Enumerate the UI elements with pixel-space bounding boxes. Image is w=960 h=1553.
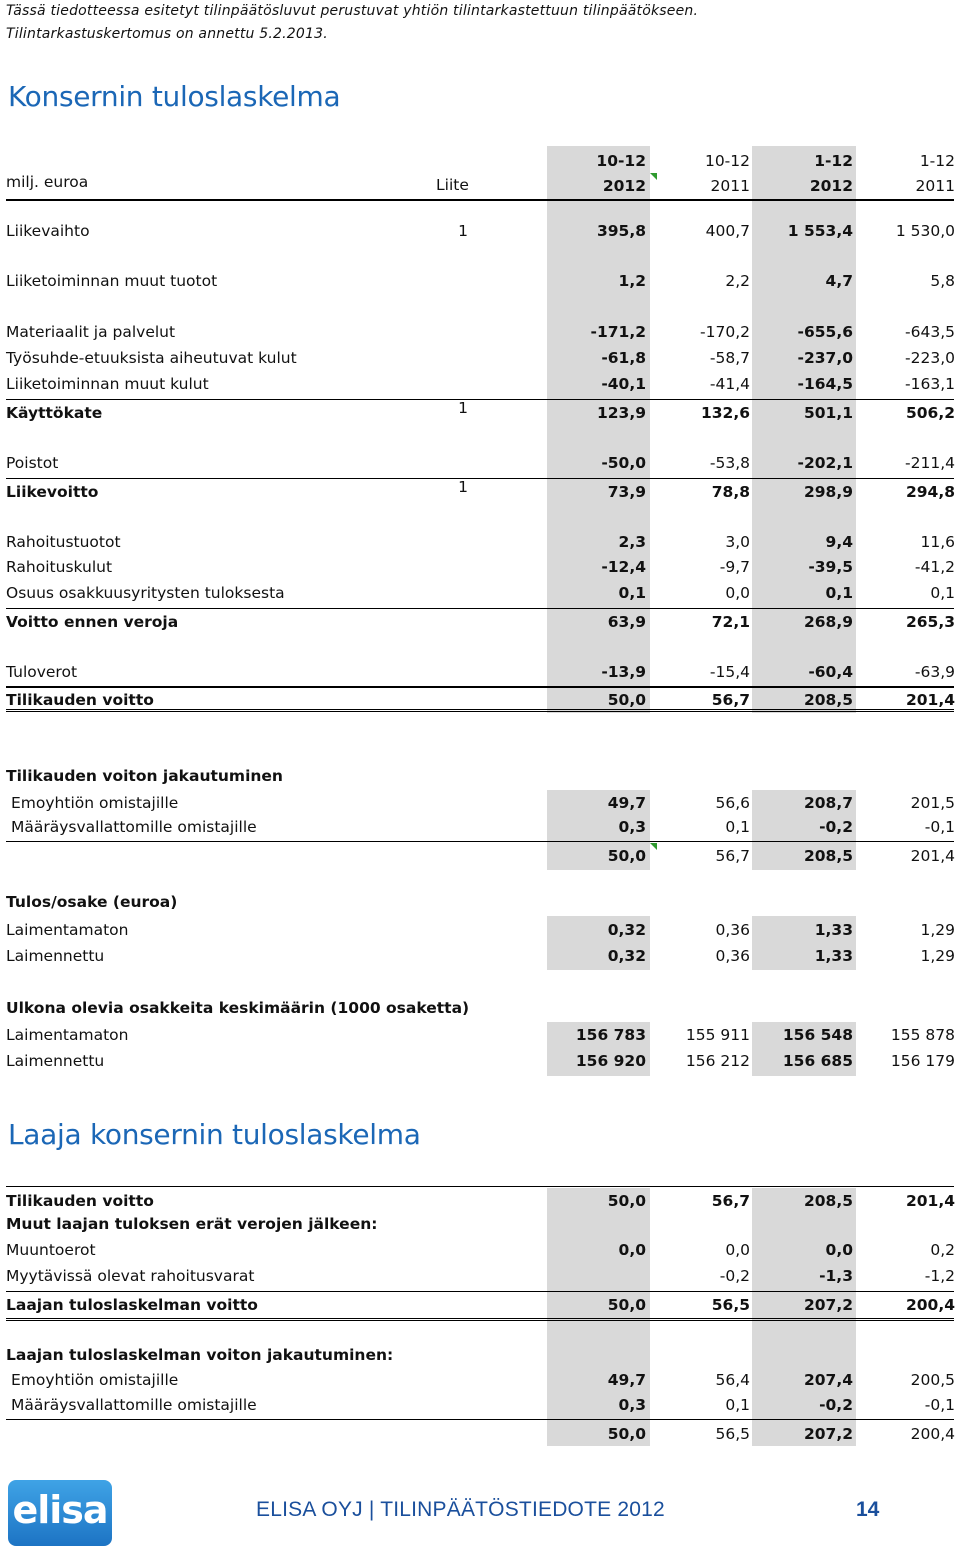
row-label: Laimentamaton (6, 1026, 129, 1044)
cell-col-3: -60,4 (808, 663, 853, 681)
row-label: Muuntoerot (6, 1241, 96, 1259)
page-number: 14 (856, 1498, 880, 1521)
table-row (0, 1024, 960, 1046)
cell-col-1: 0,0 (618, 1241, 646, 1259)
table-row (0, 792, 960, 814)
row-label: Määräysvallattomille omistajille (11, 818, 257, 836)
table-row (0, 1394, 960, 1416)
cell-col-2: -58,7 (709, 349, 750, 367)
cell-col-2: 56,7 (711, 1192, 750, 1210)
logo-text: elisa (12, 1488, 108, 1532)
cell-col-1: -50,0 (601, 454, 646, 472)
row-label: Voitto ennen veroja (6, 613, 179, 631)
cell-col-2: 3,0 (725, 533, 750, 551)
cell-col-3: 208,5 (803, 847, 853, 865)
row-liite: 1 (458, 478, 468, 496)
cell-col-2: 2,2 (725, 272, 750, 290)
row-label: Laajan tuloslaskelman voitto (6, 1296, 258, 1314)
cell-col-4: 156 179 (890, 1052, 955, 1070)
row-label: Määräysvallattomille omistajille (11, 1396, 257, 1414)
table-rule (6, 686, 954, 688)
cell-col-2: 56,7 (715, 847, 750, 865)
cell-col-2: -41,4 (709, 375, 750, 393)
cell-col-3: 208,5 (803, 1192, 853, 1210)
cell-col-4: 155 878 (890, 1026, 955, 1044)
header-period-1: 10-12 (596, 152, 646, 170)
table-row (0, 531, 960, 553)
cell-col-2: 0,1 (725, 1396, 750, 1414)
cell-col-3: -0,2 (819, 818, 853, 836)
row-label: Tilikauden voitto (6, 691, 154, 709)
eps-heading-row (0, 891, 960, 913)
cell-col-3: -164,5 (797, 375, 853, 393)
liite-header: Liite (436, 176, 469, 194)
allocation-heading: Tilikauden voiton jakautuminen (6, 767, 283, 785)
cell-col-4: 265,3 (905, 613, 955, 631)
table-row (0, 220, 960, 242)
comment-marker (650, 843, 657, 850)
cell-col-3: 298,9 (803, 483, 853, 501)
cell-col-2: 56,5 (711, 1296, 750, 1314)
compr-alloc-heading-row (0, 1344, 960, 1366)
row-liite: 1 (458, 399, 468, 417)
cell-col-4: 201,5 (910, 794, 955, 812)
table-rule (6, 709, 954, 712)
cell-col-1: 50,0 (607, 1425, 646, 1443)
cell-col-2: -0,2 (719, 1267, 750, 1285)
cell-col-4: 11,6 (920, 533, 955, 551)
cell-col-4: 0,1 (930, 584, 955, 602)
table-rule (6, 841, 954, 842)
row-label: Liikevoitto (6, 483, 99, 501)
cell-col-4: 1,29 (920, 921, 955, 939)
row-label: Liikevaihto (6, 222, 90, 240)
row-label: Liiketoiminnan muut kulut (6, 375, 209, 393)
cell-col-2: -170,2 (700, 323, 750, 341)
cell-col-3: 9,4 (825, 533, 853, 551)
row-liite: 1 (458, 222, 468, 240)
row-label: Liiketoiminnan muut tuotot (6, 272, 218, 290)
table-row (0, 399, 960, 424)
table-row (0, 270, 960, 292)
cell-col-2: 0,0 (725, 584, 750, 602)
row-label: Rahoitustuotot (6, 533, 121, 551)
row-label: Poistot (6, 454, 59, 472)
row-label: Rahoituskulut (6, 558, 113, 576)
table-rule (6, 1186, 954, 1187)
cell-col-4: 1 530,0 (895, 222, 955, 240)
header-period-4: 1-12 (919, 152, 955, 170)
row-label: Emoyhtiön omistajille (11, 794, 179, 812)
cell-col-3: -1,3 (819, 1267, 853, 1285)
cell-col-1: -12,4 (601, 558, 646, 576)
header-year-1: 2012 (602, 177, 646, 195)
compr-alloc-heading: Laajan tuloslaskelman voiton jakautuminen: (6, 1346, 394, 1364)
cell-col-2: 0,1 (725, 818, 750, 836)
table-row (0, 478, 960, 503)
cell-col-4: 200,5 (910, 1371, 955, 1389)
cell-col-4: -211,4 (905, 454, 955, 472)
row-label: Tuloverot (6, 663, 78, 681)
cell-col-1: 49,7 (607, 1371, 646, 1389)
footer-text: ELISA OYJ | TILINPÄÄTÖSTIEDOTE 2012 (256, 1498, 665, 1521)
header-year-4: 2011 (915, 177, 955, 195)
cell-col-1: 1,2 (618, 272, 646, 290)
table-row (0, 661, 960, 683)
table-row (0, 1190, 960, 1212)
intro-line-1: Tässä tiedotteessa esitetyt tilinpäätösluvut perustuvat yhtiön tilintarkastettuun tilinpäätökseen. (6, 3, 699, 19)
cell-col-2: -53,8 (709, 454, 750, 472)
cell-col-3: 1,33 (814, 947, 853, 965)
section-title-comprehensive: Laaja konsernin tuloslaskelma (8, 1118, 421, 1151)
cell-col-2: 132,6 (700, 404, 750, 422)
cell-col-2: 56,7 (711, 691, 750, 709)
eps-heading: Tulos/osake (euroa) (6, 893, 178, 911)
cell-col-4: 200,4 (905, 1296, 955, 1314)
cell-col-3: 156 548 (782, 1026, 853, 1044)
cell-col-4: 201,4 (905, 1192, 955, 1210)
cell-col-4: -41,2 (914, 558, 955, 576)
cell-col-1: 123,9 (596, 404, 646, 422)
table-rule (6, 1318, 954, 1321)
cell-col-4: 5,8 (930, 272, 955, 290)
cell-col-1: 2,3 (618, 533, 646, 551)
header-row-years (0, 175, 960, 197)
table-row (0, 347, 960, 369)
cell-col-1: 73,9 (607, 483, 646, 501)
cell-col-1: 50,0 (607, 691, 646, 709)
shares-heading: Ulkona olevia osakkeita keskimäärin (1000 osaketta) (6, 999, 470, 1017)
cell-col-3: 1,33 (814, 921, 853, 939)
cell-col-1: -171,2 (590, 323, 646, 341)
cell-col-3: 4,7 (825, 272, 853, 290)
table-row (0, 1369, 960, 1391)
table-row (0, 611, 960, 633)
cell-col-1: 0,32 (607, 947, 646, 965)
cell-col-2: -15,4 (709, 663, 750, 681)
cell-col-1: 0,3 (618, 1396, 646, 1414)
cell-col-3: -655,6 (797, 323, 853, 341)
cell-col-3: 208,5 (803, 691, 853, 709)
cell-col-1: 156 783 (575, 1026, 646, 1044)
cell-col-2: 0,36 (715, 947, 750, 965)
table-row (0, 1265, 960, 1287)
cell-col-3: 156 685 (782, 1052, 853, 1070)
cell-col-1: 0,3 (618, 818, 646, 836)
cell-col-3: -202,1 (797, 454, 853, 472)
intro-line-2: Tilintarkastuskertomus on annettu 5.2.2013. (6, 26, 328, 42)
header-period-2: 10-12 (704, 152, 750, 170)
cell-col-4: 506,2 (905, 404, 955, 422)
cell-col-3: -39,5 (808, 558, 853, 576)
unit-label: milj. euroa (6, 173, 89, 191)
cell-col-1: 0,1 (618, 584, 646, 602)
header-rule (6, 199, 954, 201)
table-row (0, 945, 960, 967)
cell-col-3: 207,2 (803, 1425, 853, 1443)
page-title: Konsernin tuloslaskelma (8, 80, 341, 113)
cell-col-2: 156 212 (685, 1052, 750, 1070)
cell-col-2: -9,7 (719, 558, 750, 576)
cell-col-4: 0,2 (930, 1241, 955, 1259)
table-row (0, 845, 960, 867)
table-row (0, 556, 960, 578)
cell-col-4: 200,4 (910, 1425, 955, 1443)
cell-col-1: -61,8 (601, 349, 646, 367)
cell-col-4: -223,0 (905, 349, 955, 367)
cell-col-2: 72,1 (711, 613, 750, 631)
cell-col-2: 56,6 (715, 794, 750, 812)
allocation-heading-row (0, 765, 960, 787)
table-rule (6, 478, 954, 479)
cell-col-2: 155 911 (685, 1026, 750, 1044)
cell-col-4: 1,29 (920, 947, 955, 965)
cell-col-1: -13,9 (601, 663, 646, 681)
cell-col-4: -63,9 (914, 663, 955, 681)
shares-heading-row (0, 997, 960, 1019)
table-row (0, 816, 960, 838)
table-row (0, 919, 960, 941)
cell-col-2: 56,4 (715, 1371, 750, 1389)
cell-col-2: 56,5 (715, 1425, 750, 1443)
table-row (0, 1239, 960, 1261)
cell-col-4: -1,2 (924, 1267, 955, 1285)
cell-col-1: 49,7 (607, 794, 646, 812)
cell-col-3: 0,1 (825, 584, 853, 602)
header-row-periods (0, 150, 960, 172)
table-row (0, 1423, 960, 1445)
cell-col-3: 0,0 (825, 1241, 853, 1259)
row-label: Laimennettu (6, 1052, 105, 1070)
cell-col-4: -0,1 (924, 1396, 955, 1414)
table-rule (6, 399, 954, 400)
cell-col-2: 0,0 (725, 1241, 750, 1259)
table-rule (6, 1291, 954, 1292)
cell-col-1: 50,0 (607, 1296, 646, 1314)
table-row (0, 452, 960, 474)
cell-col-1: 156 920 (575, 1052, 646, 1070)
cell-col-1: 395,8 (596, 222, 646, 240)
table-rule (6, 1419, 954, 1420)
row-label: Materiaalit ja palvelut (6, 323, 176, 341)
cell-col-1: -40,1 (601, 375, 646, 393)
cell-col-2: 0,36 (715, 921, 750, 939)
table-row (0, 689, 960, 711)
table-row (0, 1294, 960, 1316)
cell-col-1: 50,0 (607, 847, 646, 865)
row-label: Emoyhtiön omistajille (11, 1371, 179, 1389)
cell-col-4: 294,8 (905, 483, 955, 501)
row-label: Laimentamaton (6, 921, 129, 939)
cell-col-4: -0,1 (924, 818, 955, 836)
comment-marker (650, 173, 657, 180)
cell-col-3: 1 553,4 (787, 222, 853, 240)
cell-col-2: 78,8 (711, 483, 750, 501)
header-year-3: 2012 (809, 177, 853, 195)
cell-col-4: -163,1 (905, 375, 955, 393)
cell-col-4: 201,4 (905, 691, 955, 709)
row-label: Osuus osakkuusyritysten tuloksesta (6, 584, 285, 602)
cell-col-3: 207,4 (803, 1371, 853, 1389)
intro-note (6, 0, 698, 46)
table-row (0, 1050, 960, 1072)
cell-col-4: -643,5 (905, 323, 955, 341)
oci-heading: Muut laajan tuloksen erät verojen jälkeen: (6, 1215, 378, 1233)
row-label: Laimennettu (6, 947, 105, 965)
header-year-2: 2011 (710, 177, 750, 195)
table-row (0, 373, 960, 395)
cell-col-1: 63,9 (607, 613, 646, 631)
cell-col-3: 208,7 (803, 794, 853, 812)
oci-heading-row (0, 1213, 960, 1235)
row-label: Myytävissä olevat rahoitusvarat (6, 1267, 255, 1285)
cell-col-3: 207,2 (803, 1296, 853, 1314)
cell-col-3: 268,9 (803, 613, 853, 631)
cell-col-1: 0,32 (607, 921, 646, 939)
row-label: Käyttökate (6, 404, 103, 422)
cell-col-4: 201,4 (910, 847, 955, 865)
elisa-logo (8, 1480, 112, 1546)
row-label: Tilikauden voitto (6, 1192, 154, 1210)
cell-col-3: -237,0 (797, 349, 853, 367)
header-period-3: 1-12 (814, 152, 853, 170)
cell-col-3: -0,2 (819, 1396, 853, 1414)
table-row (0, 321, 960, 343)
cell-col-2: 400,7 (705, 222, 750, 240)
table-rule (6, 608, 954, 609)
table-row (0, 582, 960, 604)
cell-col-1: 50,0 (607, 1192, 646, 1210)
row-label: Työsuhde-etuuksista aiheutuvat kulut (6, 349, 297, 367)
cell-col-3: 501,1 (803, 404, 853, 422)
